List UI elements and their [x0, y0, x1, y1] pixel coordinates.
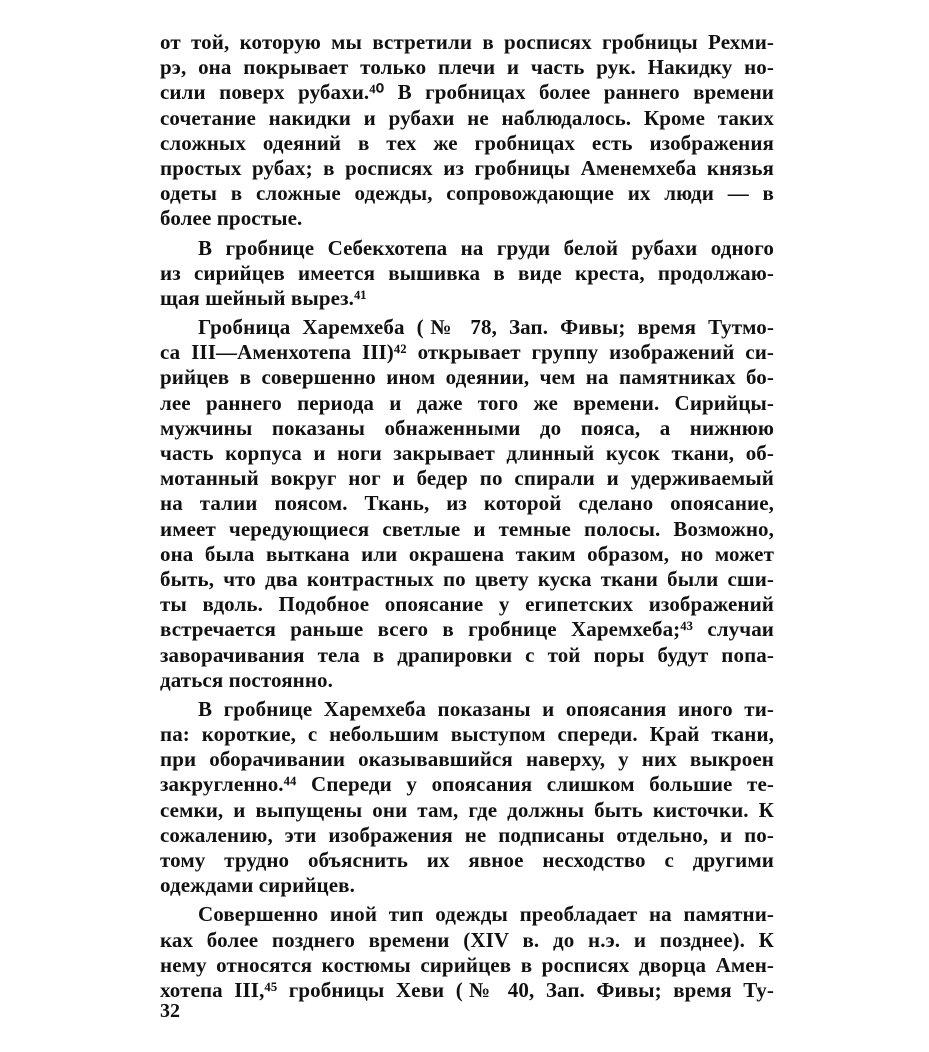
paragraph-2 — [160, 236, 774, 312]
text-line: она была выткана или окрашена таким образом, но может — [160, 541, 774, 566]
text-line: рийцев в совершенно ином одеянии, чем на памятниках бо- — [160, 365, 774, 390]
text-line: сили поверх рубахи.⁴⁰ В гробницах более раннего времени — [160, 80, 774, 105]
text-line: хотепа III,⁴⁵ гробницы Хеви (№ 40, Зап. Фивы; время Ту- — [160, 977, 774, 1002]
text-line: одеждами сирийцев. — [160, 873, 355, 898]
text-line: сложных одеяний в тех же гробницах есть изображения — [160, 130, 774, 155]
text-line: мужчины показаны обнаженными до пояса, а нижнюю — [160, 415, 774, 440]
text-line: В гробнице Себекхотепа на груди белой рубахи одного — [198, 235, 774, 260]
text-line: одеты в сложные одежды, сопровождающие их люди — в — [160, 181, 774, 206]
text-line: быть, что два контрастных по цвету куска ткани были сши- — [160, 566, 774, 591]
text-line: сочетание накидки и рубахи не наблюдалось. Кроме таких — [160, 105, 774, 130]
text-line: даться постоянно. — [160, 667, 334, 692]
text-line: при оборачивании оказывавшийся наверху, у них выкроен — [160, 747, 774, 772]
text-line: тому трудно объяснить их явное несходство с другими — [160, 848, 774, 872]
text-line: от той, которую мы встретили в росписях гробницы Рехми- — [160, 30, 774, 54]
text-line: Совершенно иной тип одежды преобладает на памятни- — [198, 902, 774, 927]
text-line: рэ, она покрывает только плечи и часть рук. Накидку но- — [160, 55, 774, 80]
text-line: Гробница Харемхеба (№ 78, Зап. Фивы; время Тутмо- — [198, 315, 774, 340]
text-line: закругленно.⁴⁴ Спереди у опоясания слишком большие те- — [160, 772, 774, 797]
text-line: щая шейный вырез.⁴¹ — [160, 285, 367, 310]
text-line: имеет чередующиеся светлые и темные полосы. Возможно, — [160, 516, 774, 541]
text-line: В гробнице Харемхеба показаны и опоясания иного ти- — [198, 696, 774, 721]
text-line: па: короткие, с небольшим выступом спереди. Край ткани, — [160, 722, 774, 747]
paragraph-4 — [160, 697, 774, 899]
text-line: лее раннего периода и даже того же времени. Сирийцы- — [160, 390, 774, 415]
text-line: нему относятся костюмы сирийцев в росписях дворца Амен- — [160, 952, 774, 977]
text-line: более простые. — [160, 206, 303, 231]
paragraph-1 — [160, 30, 774, 232]
text-line: заворачивания тела в драпировки с той поры будут попа- — [160, 642, 774, 667]
text-line: на талии поясом. Ткань, из которой сделано опоясание, — [160, 491, 774, 516]
text-line: простых рубах; в росписях из гробницы Аменемхеба князья — [160, 155, 774, 180]
page-text — [160, 30, 774, 1007]
text-line: сожалению, эти изображения не подписаны отдельно, и по- — [160, 822, 774, 847]
paragraph-5 — [160, 902, 774, 1003]
text-line: семки, и выпущены они там, где должны быть кисточки. К — [160, 797, 774, 822]
page-number: 32 — [160, 1000, 180, 1022]
text-line: са III—Аменхотепа III)⁴² открывает группу изображений си- — [160, 340, 774, 365]
text-line: ты вдоль. Подобное опоясание у египетских изображений — [160, 592, 774, 617]
text-line: из сирийцев имеется вышивка в виде креста, продолжаю- — [160, 260, 774, 285]
paragraph-3 — [160, 315, 774, 693]
text-line: мотанный вокруг ног и бедер по спирали и удерживаемый — [160, 466, 774, 491]
text-line: ках более позднего времени (XIV в. до н.э. и позднее). К — [160, 927, 774, 952]
text-line: часть корпуса и ноги закрывает длинный кусок ткани, об- — [160, 441, 774, 465]
text-line: встречается раньше всего в гробнице Харемхеба;⁴³ случаи — [160, 617, 774, 642]
